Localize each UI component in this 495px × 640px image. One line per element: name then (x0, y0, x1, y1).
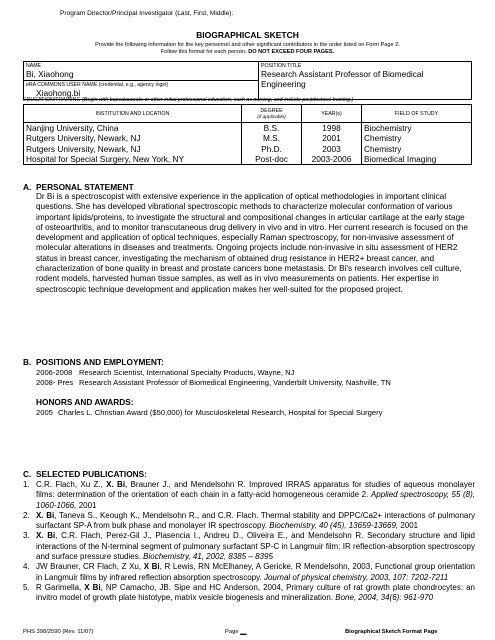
name-label: NAME (26, 63, 41, 69)
table-row: Rutgers University, Newark, NJ Ph.D. 2003 Chemistry (24, 144, 472, 154)
list-item: 1. C.R. Flach, Xu Z., X. Bi, Brauner J., and Mendelsohn R. Improved IRRAS apparatus for studies of aqueous monolayer films: determination of the orientation of each chain in a fatty-acid homogeneous ceramide 2. Applied spectroscopy, 55 (8), 1060-1066, 2001 (23, 480, 475, 510)
section-b-heading: B. POSITIONS AND EMPLOYMENT: (23, 357, 164, 367)
honor-row: 2005 Charles L. Christian Award ($50,000) for Musculoskeletal Research, Hospital for Special Surgery (36, 408, 383, 417)
table-row: Rutgers University, Newark, NJ M.S. 2001 Chemistry (24, 133, 472, 143)
education-label: EDUCATION/TRAINING (Begin with baccalaureate or other initial professional education, such as nursing, and include postdoctoral training.) (23, 97, 354, 103)
instruction-line-1: Provide the following information for the key personnel and other significant contributors in the order listed on Form Page 2. (95, 42, 400, 48)
footer-form-id: PHS 398/2590 (Rev. 11/07) (23, 629, 94, 635)
footer-form-name: Biographical Sketch Format Page (345, 629, 438, 635)
document-title: BIOGRAPHICAL SKETCH (196, 30, 299, 40)
person-info-table (23, 61, 472, 100)
era-value: Xiaohong.bi (36, 88, 81, 98)
name-value: Bi, Xiaohong (26, 69, 74, 79)
table-row: Nanjing University, China B.S. 1998 Biochemistry (24, 123, 472, 134)
footer-page: Page __ (225, 629, 247, 635)
section-c-heading: C. SELECTED PUBLICATIONS: (23, 469, 147, 479)
list-item: 5. R Garimella, X Bi, NP Camacho, JB. Sipe and HC Anderson, 2004, Primary culture of rat growth plate chondrocytes: an invitro model of growth plate histotype, matrix vesicle biogenesis and mineralization. Bone, 2004, 34(6): 961-970 (23, 582, 475, 603)
instruction-page-limit: DO NOT EXCEED FOUR PAGES. (248, 49, 335, 55)
position-value: Research Assistant Professor of Biomedical Engineering (261, 69, 424, 89)
section-a-heading: A. PERSONAL STATEMENT (23, 182, 134, 192)
list-item: 2. X. Bi, Taneva S., Keough K., Mendelsohn R., and C.R. Flach. Thermal stability and DPPC/Ca2+ interactions of pulmonary surfactant SP-A from bulk phase and monolayer IR spectroscopy. Biochemistry, 40 (45), 13659-13669, 2001 (23, 510, 476, 531)
publications-list (23, 480, 475, 604)
col-degree: DEGREE (if applicable) (242, 105, 302, 123)
list-item: 4. JW Brauner, CR Flach, Z Xu, X Bi, R Lewis, RN McElhaney, A Gericke, R Mendelsohn, 2003, Functional group orientation in Langmuir films by infrared reflection absorption spectroscopy. Journal of physical chemistry, 2003, 107: 7202-7211 (23, 562, 475, 582)
table-row: Hospital for Special Surgery, New York, NY Post-doc 2003-2006 Biomedical Imaging (24, 154, 472, 165)
personal-statement: Dr Bi is a spectroscopist with extensive experience in the application of optical methodologies in important clinical questions. She has developed vibrational spectroscopic methods to characterize molecular conformation of various important lipids/proteins, to investigate the structural and compositional changes in articular cartilage at the early stage of osteoarthritis, and to monitor transcutaneous drug delivery in vivo and in vitro. Her current research is focused on the development and application of optical techniques, especially Raman spectroscopy, for non-invasive assessment of molecular alterations in diseases and treatments. Ongoing projects include non-invasive in situ assessment of HER2 status in breast cancer, investigating the mechanism of obtained drug resistance in HER2+ breast cancer, and characterization of bone quality in breast and prostate cancers bone metastasis. Dr Bi's research involves cell culture, rodent models, harvested human tissue samples, as well as in vivo measurements on patients. Her expertise in spectroscopic technique development and application makes her well-suited for the proposed project. (36, 192, 468, 294)
instruction-format: Follow this format for each person. (160, 49, 247, 55)
position-row: 2008- Pres Research Assistant Professor of Biomedical Engineering, Vanderbilt University, Nashville, TN (36, 378, 391, 387)
instruction-line-2 (0, 49, 495, 55)
position-row: 2006-2008 Research Scientist, International Specialty Products, Wayne, NJ (36, 368, 295, 377)
era-label: eRA COMMONS USER NAME (credential, e.g., agency login) (26, 82, 169, 88)
col-field: FIELD OF STUDY (362, 105, 472, 123)
col-year: YEAR(s) (302, 105, 362, 123)
pi-label: Program Director/Principal Investigator (Last, First, Middle): (60, 10, 234, 17)
col-institution: INSTITUTION AND LOCATION (24, 105, 242, 123)
position-cell (259, 62, 472, 100)
name-cell (24, 62, 259, 81)
education-table (23, 104, 472, 165)
position-label: POSITION TITLE (261, 63, 302, 69)
education-note: (Begin with baccalaureate or other initial professional education, such as nursing, and include postdoctoral training.) (82, 97, 354, 103)
list-item: 3. X. Bi, C.R. Flach, Perez-Gil J., Plasencia I., Andreu D., Oliveira E., and Mendelsohn R. Secondary structure and lipid interactions of the N-terminal segment of pulmonary surfactant SP-C in Langmuir film: IR reflection-absorption spectroscopy and surface pressure studies. Biochemistry, 41, 2002, 8385 – 8395 (23, 531, 476, 562)
honors-heading: HONORS AND AWARDS: (36, 397, 134, 407)
